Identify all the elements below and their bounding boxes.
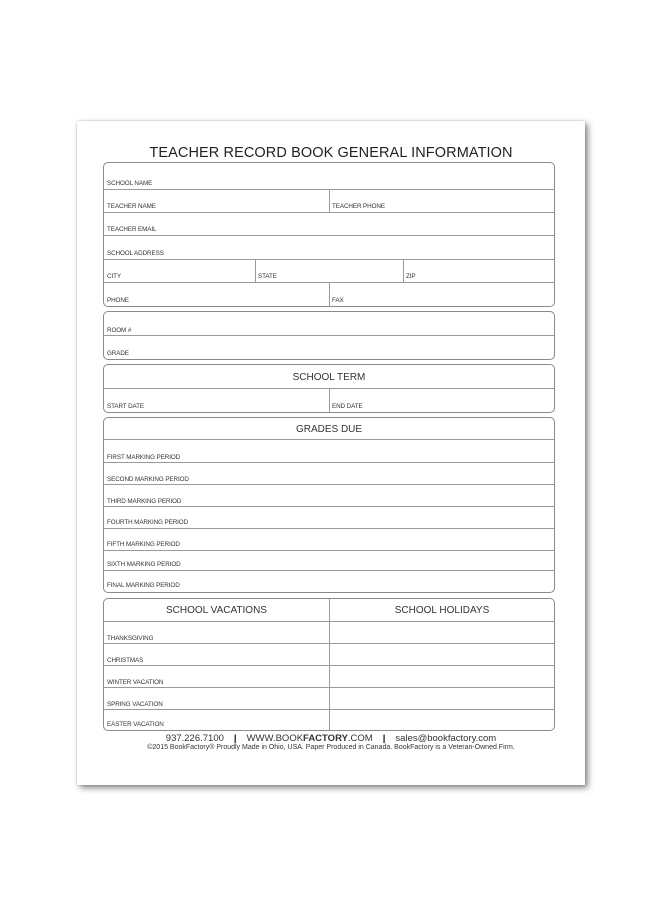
- school-term-heading: SCHOOL TERM: [292, 372, 366, 383]
- school-holidays-heading: SCHOOL HOLIDAYS: [394, 605, 490, 616]
- zip-field[interactable]: ZIP: [406, 273, 416, 280]
- school-vacations-heading: SCHOOL VACATIONS: [166, 605, 267, 616]
- vacation-field[interactable]: THANKSGIVING: [107, 635, 154, 642]
- school-address-field[interactable]: SCHOOL ADDRESS: [107, 250, 164, 257]
- marking-period-field[interactable]: THIRD MARKING PERIOD: [107, 498, 182, 505]
- state-field[interactable]: STATE: [258, 273, 277, 280]
- school-term-box: [103, 364, 555, 413]
- vacation-field[interactable]: EASTER VACATION: [107, 721, 164, 728]
- grades-due-heading: GRADES DUE: [295, 424, 363, 435]
- teacher-email-field[interactable]: TEACHER EMAIL: [107, 226, 157, 233]
- footer-separator: |: [382, 733, 386, 744]
- grades-due-box: [103, 417, 555, 593]
- footer-email[interactable]: sales@bookfactory.com: [395, 733, 497, 744]
- footer-website[interactable]: WWW.BOOKFACTORY.COM: [246, 733, 373, 744]
- record-page: [77, 121, 585, 785]
- vacation-field[interactable]: SPRING VACATION: [107, 701, 163, 708]
- city-field[interactable]: CITY: [107, 273, 121, 280]
- room-field[interactable]: ROOM #: [107, 327, 132, 334]
- end-date-field[interactable]: END DATE: [332, 403, 363, 410]
- fax-field[interactable]: FAX: [332, 297, 344, 304]
- vacation-field[interactable]: WINTER VACATION: [107, 679, 164, 686]
- vacation-field[interactable]: CHRISTMAS: [107, 657, 144, 664]
- marking-period-field[interactable]: FOURTH MARKING PERIOD: [107, 519, 189, 526]
- marking-period-field[interactable]: SIXTH MARKING PERIOD: [107, 561, 181, 568]
- room-grade-box: [103, 311, 555, 360]
- footer-copyright: ©2015 BookFactory® Proudly Made in Ohio, USA. Paper Produced in Canada. BookFactory is a Veteran-Owned Firm.: [147, 744, 515, 751]
- footer-contact: [77, 733, 585, 744]
- contact-info-box: [103, 162, 555, 307]
- footer-phone: 937.226.7100: [165, 733, 224, 744]
- marking-period-field[interactable]: FIRST MARKING PERIOD: [107, 454, 181, 461]
- teacher-phone-field[interactable]: TEACHER PHONE: [332, 203, 385, 210]
- teacher-name-field[interactable]: TEACHER NAME: [107, 203, 156, 210]
- marking-period-field[interactable]: FINAL MARKING PERIOD: [107, 582, 180, 589]
- marking-period-field[interactable]: SECOND MARKING PERIOD: [107, 476, 189, 483]
- start-date-field[interactable]: START DATE: [107, 403, 145, 410]
- marking-period-field[interactable]: FIFTH MARKING PERIOD: [107, 541, 180, 548]
- phone-field[interactable]: PHONE: [107, 297, 129, 304]
- school-name-field[interactable]: SCHOOL NAME: [107, 180, 153, 187]
- footer-separator: |: [233, 733, 237, 744]
- grade-field[interactable]: GRADE: [107, 350, 129, 357]
- vacations-holidays-box: [103, 598, 555, 731]
- page-title: TEACHER RECORD BOOK GENERAL INFORMATION: [149, 145, 513, 161]
